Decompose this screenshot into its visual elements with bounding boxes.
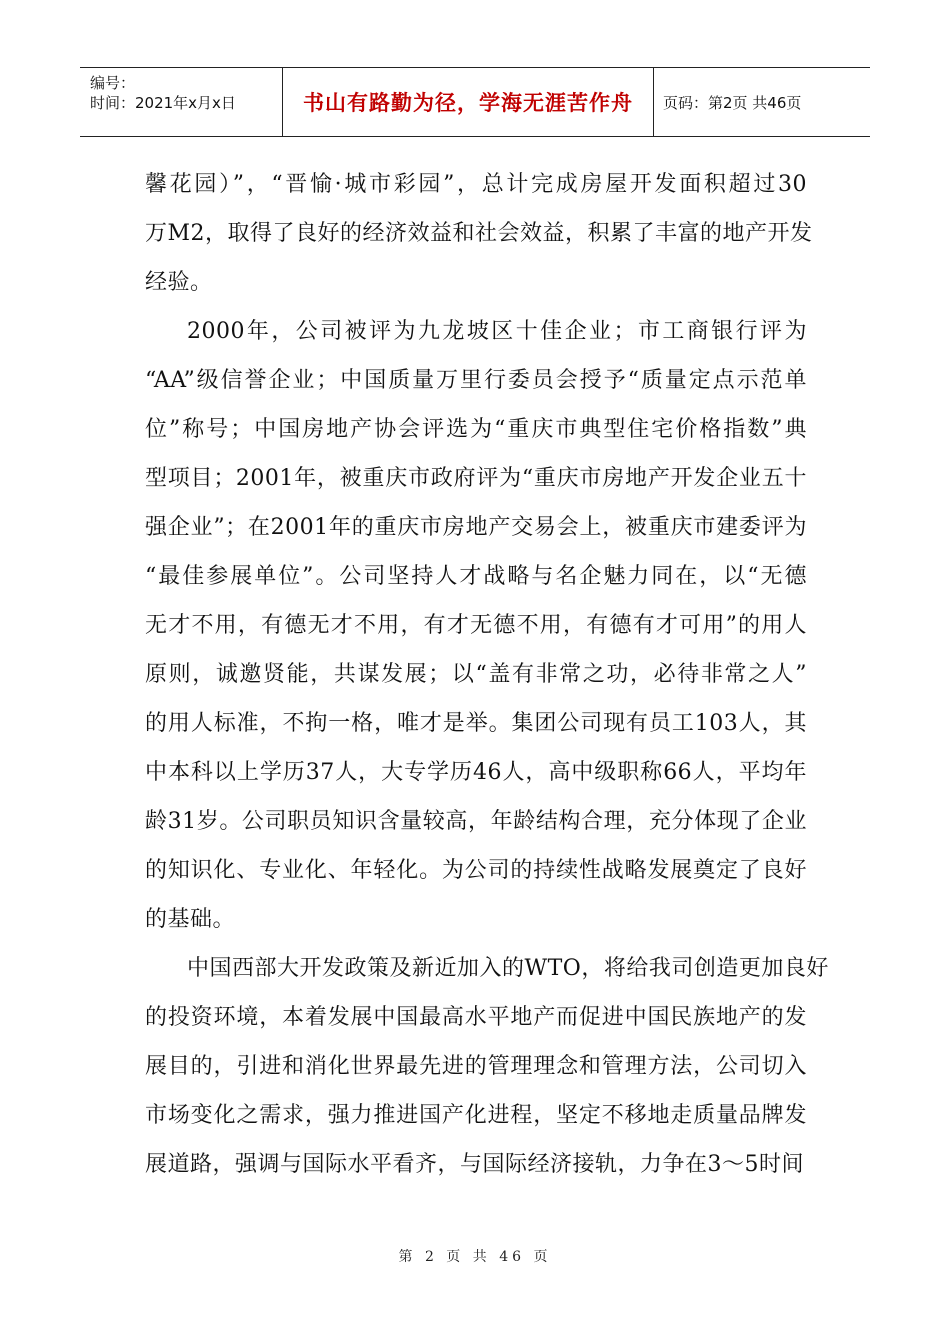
paragraph-line: 的用人标准，不拘一格，唯才是举。集团公司现有员工103人，其 bbox=[145, 711, 807, 736]
paragraph-line: 2000年，公司被评为九龙坡区十佳企业；市工商银行评为 bbox=[187, 319, 807, 344]
paragraph-line: “最佳参展单位”。公司坚持人才战略与名企魅力同在，以“无德 bbox=[145, 564, 807, 589]
paragraph-line: 强企业”；在2001年的重庆市房地产交易会上，被重庆市建委评为 bbox=[145, 515, 807, 540]
paragraph-line: 位”称号；中国房地产协会评选为“重庆市典型住宅价格指数”典 bbox=[145, 417, 807, 442]
paragraph-line: 展道路，强调与国际水平看齐，与国际经济接轨，力争在3～5时间 bbox=[145, 1152, 804, 1177]
paragraph-line: 的基础。 bbox=[145, 907, 236, 932]
document-number-label: 编号： bbox=[90, 74, 136, 92]
header-page-code: 页码：第2页 共46页 bbox=[663, 93, 802, 112]
page-header bbox=[80, 67, 870, 137]
paragraph-line: 市场变化之需求，强力推进国产化进程，坚定不移地走质量品牌发 bbox=[145, 1103, 807, 1128]
paragraph-line: 万M2，取得了良好的经济效益和社会效益，积累了丰富的地产开发 bbox=[145, 221, 813, 246]
paragraph-line: “AA”级信誉企业；中国质量万里行委员会授予“质量定点示范单 bbox=[145, 368, 807, 393]
header-motto-cell bbox=[282, 68, 654, 136]
paragraph-line: 经验。 bbox=[145, 270, 213, 295]
header-page-cell bbox=[653, 68, 870, 136]
document-body bbox=[145, 166, 829, 1195]
paragraph-line: 中国西部大开发政策及新近加入的WTO，将给我司创造更加良好 bbox=[187, 956, 829, 981]
paragraph-line: 无才不用，有德无才不用，有才无德不用，有德有才可用”的用人 bbox=[145, 613, 807, 638]
paragraph-line: 型项目；2001年，被重庆市政府评为“重庆市房地产开发企业五十 bbox=[145, 466, 807, 491]
paragraph-line: 原则，诚邀贤能，共谋发展；以“盖有非常之功，必待非常之人” bbox=[145, 662, 807, 687]
paragraph-line: 中本科以上学历37人，大专学历46人，高中级职称66人，平均年 bbox=[145, 760, 807, 785]
page-footer: 第 2 页 共 46 页 bbox=[398, 1249, 552, 1265]
paragraph-line: 展目的，引进和消化世界最先进的管理理念和管理方法，公司切入 bbox=[145, 1054, 807, 1079]
paragraph-line: 馨花园）”，“晋愉·城市彩园”，总计完成房屋开发面积超过30 bbox=[145, 172, 807, 197]
paragraph-line: 的投资环境，本着发展中国最高水平地产而促进中国民族地产的发 bbox=[145, 1005, 807, 1030]
paragraph-line: 龄31岁。公司职员知识含量较高，年龄结构合理，充分体现了企业 bbox=[145, 809, 807, 834]
header-info-cell bbox=[80, 68, 282, 136]
header-motto: 书山有路勤为径，学海无涯苦作舟 bbox=[303, 91, 633, 115]
paragraph-line: 的知识化、专业化、年轻化。为公司的持续性战略发展奠定了良好 bbox=[145, 858, 807, 883]
document-date-label: 时间：2021年x月x日 bbox=[90, 94, 236, 112]
